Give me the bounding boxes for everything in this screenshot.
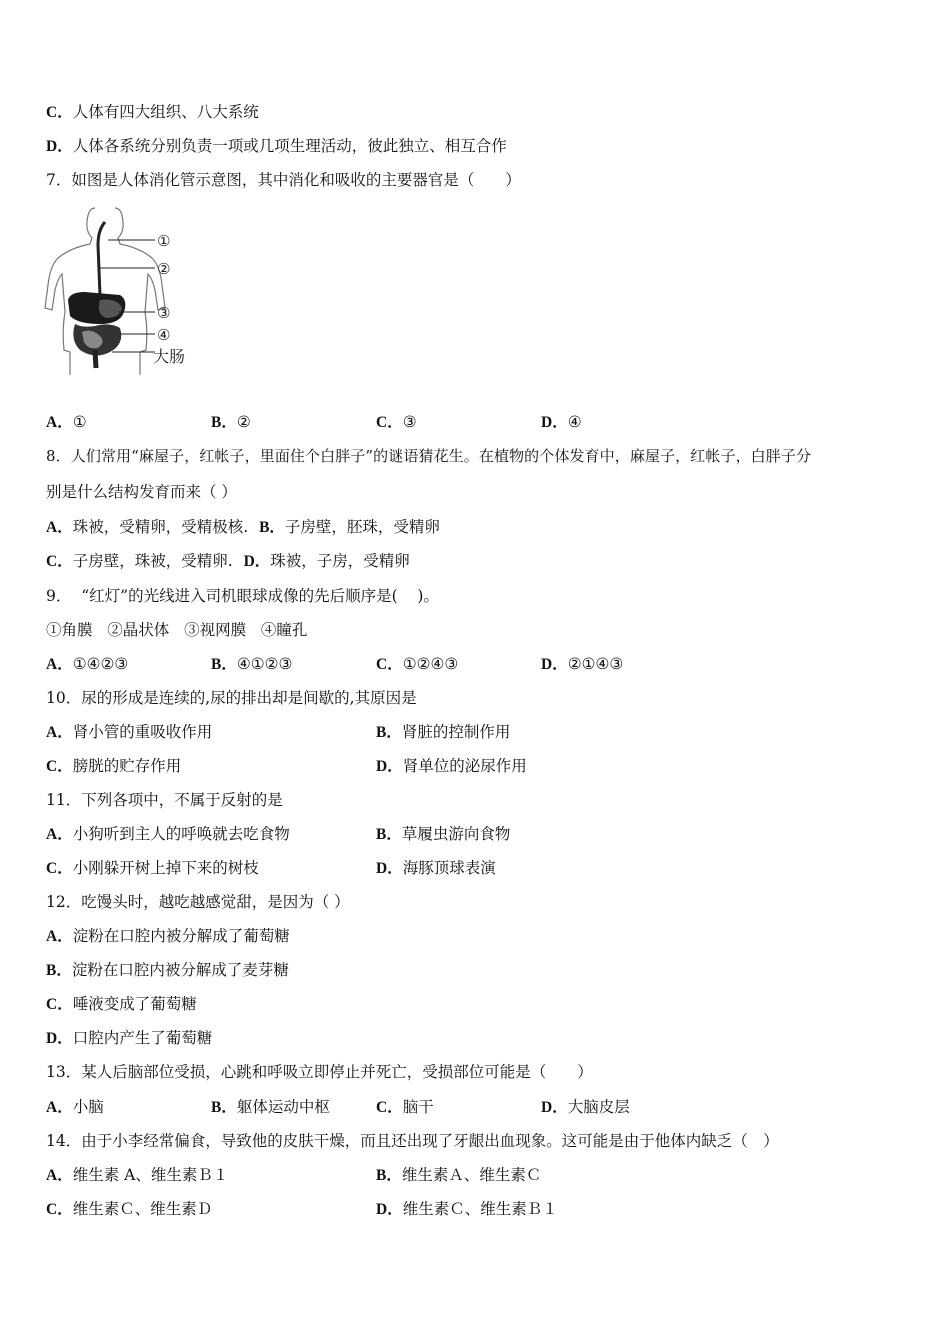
q12-option-d[interactable]: D．口腔内产生了葡萄糖 <box>46 1029 213 1047</box>
q11-option-a[interactable]: A．小狗听到主人的呼唤就去吃食物 <box>46 825 290 843</box>
q8-options-row1 <box>46 517 440 538</box>
q14-option-a[interactable]: A．维生素 A、维生素Ｂ１ <box>46 1166 229 1184</box>
q13-stem: 13．某人后脑部位受损，心跳和呼吸立即停止并死亡，受损部位可能是（ ） <box>46 1063 593 1081</box>
digestive-tract-figure <box>40 200 200 375</box>
q12-option-a[interactable]: A．淀粉在口腔内被分解成了葡萄糖 <box>46 927 290 945</box>
q7-option-b[interactable] <box>211 412 251 433</box>
q8-option-c[interactable]: C．子房壁，珠被，受精卵. <box>46 552 233 570</box>
q13-option-b[interactable]: B．躯体运动中枢 <box>211 1098 330 1116</box>
q8-options-row2 <box>46 551 410 572</box>
q7-option-d[interactable] <box>541 412 582 433</box>
q10-option-c[interactable]: C．膀胱的贮存作用 <box>46 757 182 775</box>
q13-option-a[interactable]: A．小脑 <box>46 1098 104 1116</box>
option-label: C． <box>46 104 73 121</box>
q8-stem-line2: 别是什么结构发育而来（ ） <box>46 483 237 501</box>
q9-items: ①角膜 ②晶状体 ③视网膜 ④瞳孔 <box>46 621 308 639</box>
figure-label-4: ④ <box>157 326 171 344</box>
q10-option-d[interactable]: D．肾单位的泌尿作用 <box>376 757 527 775</box>
q13-option-d[interactable]: D．大脑皮层 <box>541 1098 630 1116</box>
option-text: 人体各系统分别负责一项或几项生理活动，彼此独立、相互合作 <box>72 137 507 155</box>
q8-stem-line1: 8．人们常用“麻屋子，红帐子，里面住个白胖子”的谜语猜花生。在植物的个体发育中，麻屋子，红帐子，白胖子分 <box>46 447 812 465</box>
q14-stem: 14．由于小李经常偏食，导致他的皮肤干燥，而且还出现了牙龈出血现象。这可能是由于他体内缺乏（ ） <box>46 1132 779 1150</box>
q11-option-c[interactable]: C．小刚躲开树上掉下来的树枝 <box>46 859 259 877</box>
q14-option-b[interactable]: B．维生素Ａ、维生素Ｃ <box>376 1166 542 1184</box>
q12-option-b[interactable]: B．淀粉在口腔内被分解成了麦芽糖 <box>46 961 289 979</box>
figure-label-1: ① <box>157 232 171 250</box>
q10-option-b[interactable]: B．肾脏的控制作用 <box>376 723 511 741</box>
q9-option-c[interactable]: C．①②④③ <box>376 655 459 673</box>
q11-option-b[interactable]: B．草履虫游向食物 <box>376 825 511 843</box>
q8-option-d[interactable]: D．珠被，子房，受精卵 <box>243 552 410 570</box>
option-label: D． <box>541 414 568 431</box>
option-label: B． <box>211 414 237 431</box>
option-label: A． <box>46 414 73 431</box>
q13-option-c[interactable]: C．脑干 <box>376 1098 434 1116</box>
q7-stem: 7．如图是人体消化管示意图，其中消化和吸收的主要器官是（ ） <box>46 171 521 189</box>
q10-option-a[interactable]: A．肾小管的重吸收作用 <box>46 723 213 741</box>
q6-option-c[interactable] <box>46 102 259 123</box>
q7-option-a[interactable] <box>46 412 87 433</box>
figure-label-large-intestine: 大肠 <box>153 347 186 366</box>
option-text: 人体有四大组织、八大系统 <box>72 103 259 121</box>
figure-label-2: ② <box>157 260 171 278</box>
q9-option-a[interactable]: A．①④②③ <box>46 655 129 673</box>
q9-option-b[interactable]: B．④①②③ <box>211 655 293 673</box>
q6-option-d[interactable] <box>46 136 507 157</box>
option-label: C． <box>376 414 403 431</box>
q8-option-b[interactable]: B．子房壁，胚珠，受精卵 <box>259 518 440 536</box>
q8-option-a[interactable]: A．珠被，受精卵，受精极核. <box>46 518 249 536</box>
q11-stem: 11．下列各项中，不属于反射的是 <box>46 791 283 809</box>
figure-label-3: ③ <box>157 304 171 322</box>
q9-option-d[interactable]: D．②①④③ <box>541 655 624 673</box>
option-text: ④ <box>567 413 582 431</box>
option-text: ② <box>236 413 251 431</box>
q11-option-d[interactable]: D．海豚顶球表演 <box>376 859 496 877</box>
digestive-tract-diagram <box>40 200 200 375</box>
q10-stem: 10．尿的形成是连续的,尿的排出却是间歇的,其原因是 <box>46 689 417 707</box>
q14-option-c[interactable]: C．维生素Ｃ、维生素Ｄ <box>46 1200 213 1218</box>
option-text: ③ <box>402 413 417 431</box>
q12-option-c[interactable]: C．唾液变成了葡萄糖 <box>46 995 197 1013</box>
q12-stem: 12．吃馒头时，越吃越感觉甜，是因为（ ） <box>46 893 350 911</box>
option-label: D． <box>46 138 73 155</box>
q9-stem: 9． “红灯”的光线进入司机眼球成像的先后顺序是( )。 <box>46 587 439 605</box>
option-text: ① <box>72 413 87 431</box>
q7-option-c[interactable] <box>376 412 417 433</box>
q14-option-d[interactable]: D．维生素Ｃ、维生素Ｂ１ <box>376 1200 558 1218</box>
